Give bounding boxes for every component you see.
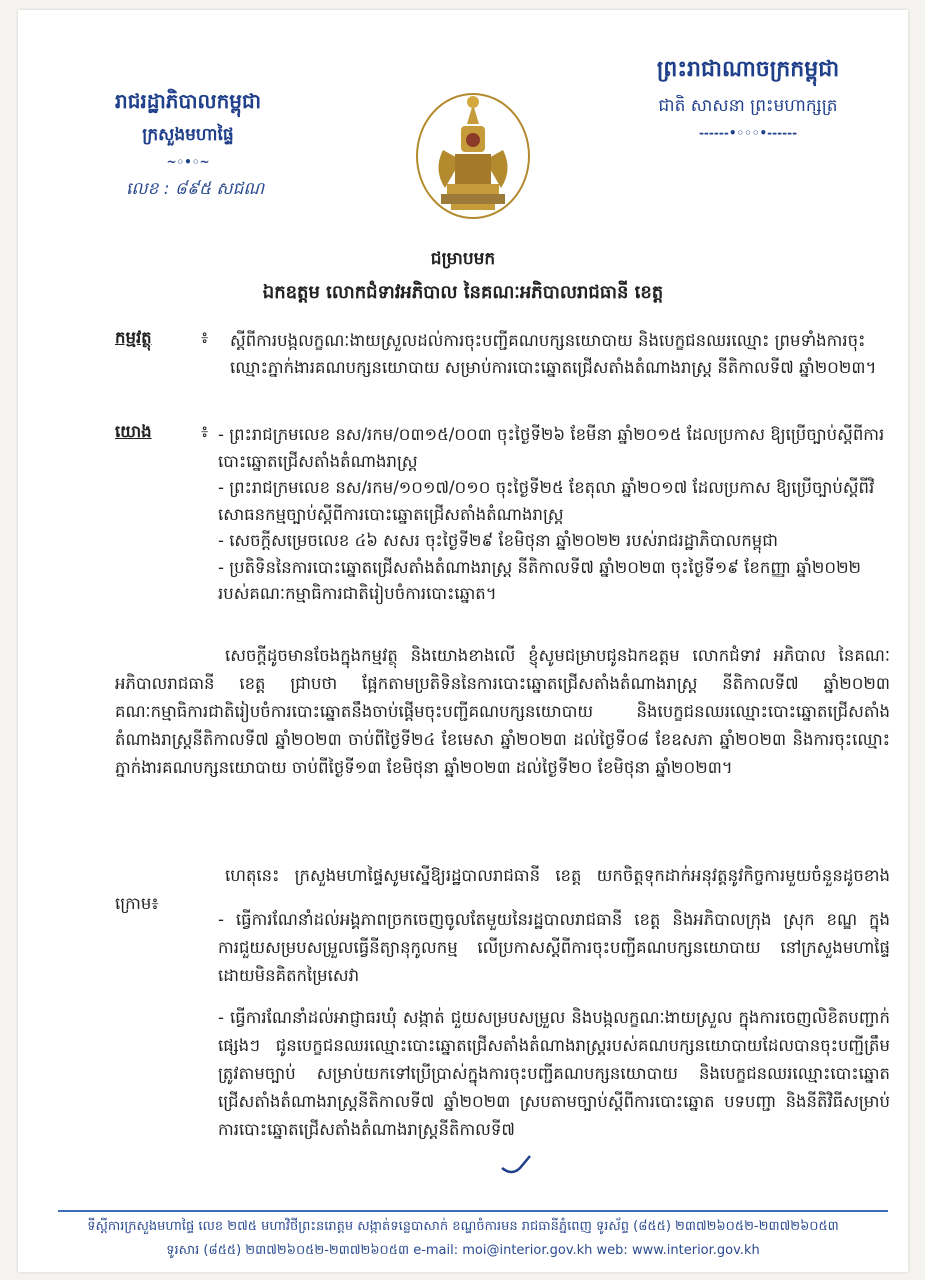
ministry-name: ក្រសួងមហាផ្ទៃ: [142, 125, 234, 145]
body-bullet-1: - ធ្វើការណែនាំដល់អង្គភាពច្រកចេញចូលតែមួយនៃរដ្ឋបាលរាជធានី ខេត្ត និងអភិបាលក្រុង ស្រុក ខណ្ឌ ក្នុងការជួយសម្របសម្រួលធ្វើនីត្យានុកូលកម្ម លើប្រកាសស្តីពីការចុះបញ្ជីគណបក្សនយោបាយ នៅក្រសួងមហាផ្ទៃ ដោយមិនគិតកម្រៃសេវា: [218, 910, 890, 985]
reference-label: យោង: [115, 422, 152, 441]
ornament-left: ~◦•◦~: [166, 155, 210, 169]
kingdom-name: ព្រះរាជាណាចក្រកម្ពុជា: [656, 57, 840, 82]
reference-colon: ៖: [201, 422, 209, 441]
national-motto: ជាតិ សាសនា ព្រះមហាក្សត្រ: [658, 96, 838, 116]
reference-item: - ព្រះរាជក្រមលេខ នស/រកម/១០១៧/០១០ ចុះថ្ងៃទី២៥ ខែតុលា ឆ្នាំ២០១៧ ដែលប្រកាស ឱ្យប្រើច្បាប់ស្តីពីវិសោធនកម្មច្បាប់ស្តីពីការបោះឆ្នោតជ្រើសតាំងតំណាងរាស្ត្រ: [218, 478, 875, 524]
body-paragraph-2: ហេតុនេះ ក្រសួងមហាផ្ទៃសូមស្នើឱ្យរដ្ឋបាលរាជធានី ខេត្ត យកចិត្តទុកដាក់អនុវត្តនូវកិច្ចការមួយចំនួនដូចខាងក្រោម៖: [115, 866, 890, 913]
reference-item: - ប្រតិទិននៃការបោះឆ្នោតជ្រើសតាំងតំណាងរាស្ត្រ នីតិកាលទី៧ ឆ្នាំ២០២៣ ចុះថ្ងៃទី១៩ ខែកញ្ញា ឆ្នាំ២០២២ របស់គណៈកម្មាធិការជាតិរៀបចំការបោះឆ្នោត។: [218, 557, 862, 603]
ornament-right: ------•◦◦◦•------: [698, 126, 798, 140]
body-bullet-2: - ធ្វើការណែនាំដល់អាជ្ញាធរឃុំ សង្កាត់ ជួយសម្របសម្រួល និងបង្កលក្ខណៈងាយស្រួល ក្នុងការចេញលិខិតបញ្ជាក់ផ្សេងៗ ជូនបេក្ខជនឈរឈ្មោះបោះឆ្នោតជ្រើសតាំងតំណាងរាស្ត្ររបស់គណបក្សនយោបាយដែលបានចុះបញ្ជីត្រឹមត្រូវតាមច្បាប់ សម្រាប់យកទៅប្រើប្រាស់ក្នុងការចុះបញ្ជីគណបក្សនយោបាយ និងបេក្ខជនឈរឈ្មោះបោះឆ្នោតជ្រើសតាំងតំណាងរាស្ត្រនីតិកាលទី៧ ឆ្នាំ២០២៣ ស្របតាមច្បាប់ស្តីពីការបោះឆ្នោត បទបញ្ជា និងនីតិវិធីសម្រាប់ការបោះឆ្នោតជ្រើសតាំងតំណាងរាស្ត្រនីតិកាលទី៧: [218, 1008, 890, 1139]
ministry-header: [88, 88, 288, 169]
reference-item: - ព្រះរាជក្រមលេខ នស/រកម/០៣១៥/០០៣ ចុះថ្ងៃទី២៦ ខែមីនា ឆ្នាំ២០១៥ ដែលប្រកាស ឱ្យប្រើច្បាប់ស្តីពីការបោះឆ្នោតជ្រើសតាំងតំណាងរាស្ត្រ: [218, 425, 885, 471]
footer-divider: [58, 1210, 888, 1212]
footer-contact: ទូរសារ (៨៥៥) ២៣៧២៦០៥២-២៣៧២៦០៥៣ e-mail: moi@interior.gov.kh web: www.interior.gov.kh: [166, 1243, 760, 1258]
initial-mark-icon: [498, 1150, 538, 1180]
reference-list: [218, 422, 890, 608]
salutation: ជម្រាបមក: [430, 249, 496, 269]
addressee: ឯកឧត្តម លោកជំទាវអភិបាល នៃគណៈអភិបាលរាជធានី ខេត្ត: [262, 282, 664, 303]
subject-text: ស្តីពីការបង្កលក្ខណៈងាយស្រួលដល់ការចុះបញ្ជីគណបក្សនយោបាយ និងបេក្ខជនឈរឈ្មោះ ព្រមទាំងការចុះឈ្មោះភ្នាក់ងារគណបក្សនយោបាយ សម្រាប់ការបោះឆ្នោតជ្រើសតាំងតំណាងរាស្ត្រ នីតិកាលទី៧ ឆ្នាំ២០២៣។: [230, 331, 877, 377]
footer-address: ទីស្តីការក្រសួងមហាផ្ទៃ លេខ ២៧៥ មហាវិថីព្រះនរោត្តម សង្កាត់ទន្លេបាសាក់ ខណ្ឌចំការមន រាជធានីភ្នំពេញ ទូរស័ព្ទ (៨៥៥) ២៣៧២៦០៥២-២៣៧២៦០៥៣: [87, 1219, 839, 1234]
government-name: រាជរដ្ឋាភិបាលកម្ពុជា: [115, 89, 261, 113]
reference-item: - សេចក្តីសម្រេចលេខ ៤៦ សសរ ចុះថ្ងៃទី២៩ ខែមិថុនា ឆ្នាំ២០២២ របស់រាជរដ្ឋាភិបាលកម្ពុជា: [218, 531, 778, 550]
subject-colon: ៖: [201, 328, 209, 347]
kingdom-header: [598, 55, 898, 140]
subject-label: កម្មវត្ថុ: [115, 328, 152, 347]
body-paragraph-1: សេចក្តីដូចមានចែងក្នុងកម្មវត្ថុ និងយោងខាងលើ ខ្ញុំសូមជម្រាបជូនឯកឧត្តម លោកជំទាវ អភិបាល នៃគណៈអភិបាលរាជធានី ខេត្ត ជ្រាបថា ផ្អែកតាមប្រតិទិននៃការបោះឆ្នោតជ្រើសតាំងតំណាងរាស្ត្រ នីតិកាលទី៧ ឆ្នាំ២០២៣ គណៈកម្មាធិការជាតិរៀបចំការបោះឆ្នោតនឹងចាប់ផ្តើមចុះបញ្ជីគណបក្សនយោបាយ និងបេក្ខជនឈរឈ្មោះបោះឆ្នោតជ្រើសតាំងតំណាងរាស្ត្រនីតិកាលទី៧ ឆ្នាំ២០២៣ ចាប់ពីថ្ងៃទី២៤ ខែមេសា ឆ្នាំ២០២៣ ដល់ថ្ងៃទី០៨ ខែឧសភា ឆ្នាំ២០២៣ និងការចុះឈ្មោះភ្នាក់ងារគណបក្សនយោបាយ ចាប់ពីថ្ងៃទី១៣ ខែមិថុនា ឆ្នាំ២០២៣ ដល់ថ្ងៃទី២០ ខែមិថុនា ឆ្នាំ២០២៣។: [115, 646, 890, 777]
reference-number: លេខ : ៨៩៥ សជណ: [126, 179, 265, 199]
letter-page: [18, 10, 908, 1272]
royal-emblem-icon: [403, 90, 543, 222]
